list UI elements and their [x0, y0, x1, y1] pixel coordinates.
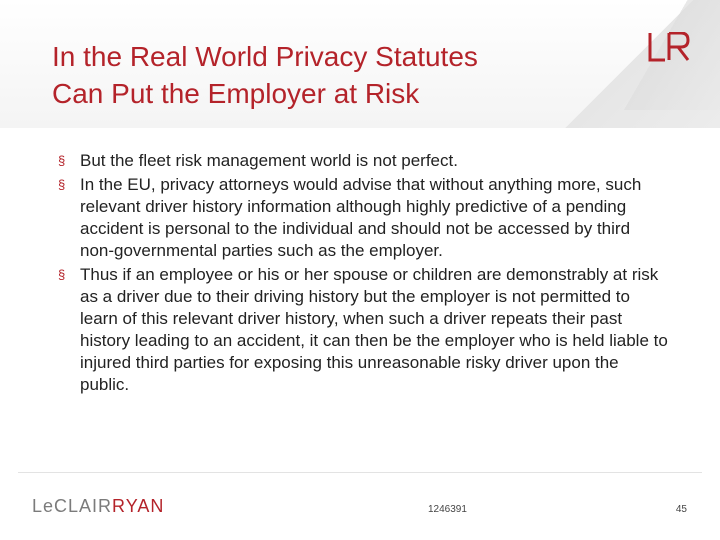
footer-divider — [18, 472, 702, 473]
bullet-text: But the fleet risk management world is not perfect. — [80, 151, 458, 170]
bullet-item — [58, 150, 668, 172]
bullet-marker-icon: § — [58, 177, 66, 192]
bullet-item — [58, 264, 668, 396]
slide-title-line-1: In the Real World Privacy Statutes — [52, 41, 478, 72]
slide-title — [52, 38, 612, 112]
lr-monogram-icon — [648, 32, 690, 62]
logo-text-part-1: LeCLAIR — [32, 496, 113, 516]
bullet-list — [58, 150, 668, 398]
bullet-marker-icon: § — [58, 267, 66, 282]
slide-title-line-2: Can Put the Employer at Risk — [52, 78, 420, 109]
bullet-text: In the EU, privacy attorneys would advise that without anything more, such relevant driver history information although highly predictive of a pending accident is personal to the individual and should not be accessed by third non-governmental parties such as the employer. — [80, 175, 642, 260]
bullet-item — [58, 174, 668, 262]
logo-text-part-2: RYAN — [112, 496, 165, 516]
page-number: 45 — [675, 504, 687, 515]
document-id: 1246391 — [428, 504, 467, 515]
bullet-marker-icon: § — [58, 153, 66, 168]
bullet-text: Thus if an employee or his or her spouse or children are demonstrably at risk as a driver due to their driving history but the employer is not permitted to learn of this relevant driver history, when such a driver repeats their past history leading to an accident, it can then be the employer who is held liable to injured third parties for exposing this unreasonable risky driver upon the public. — [80, 265, 668, 394]
company-logo — [32, 496, 164, 518]
